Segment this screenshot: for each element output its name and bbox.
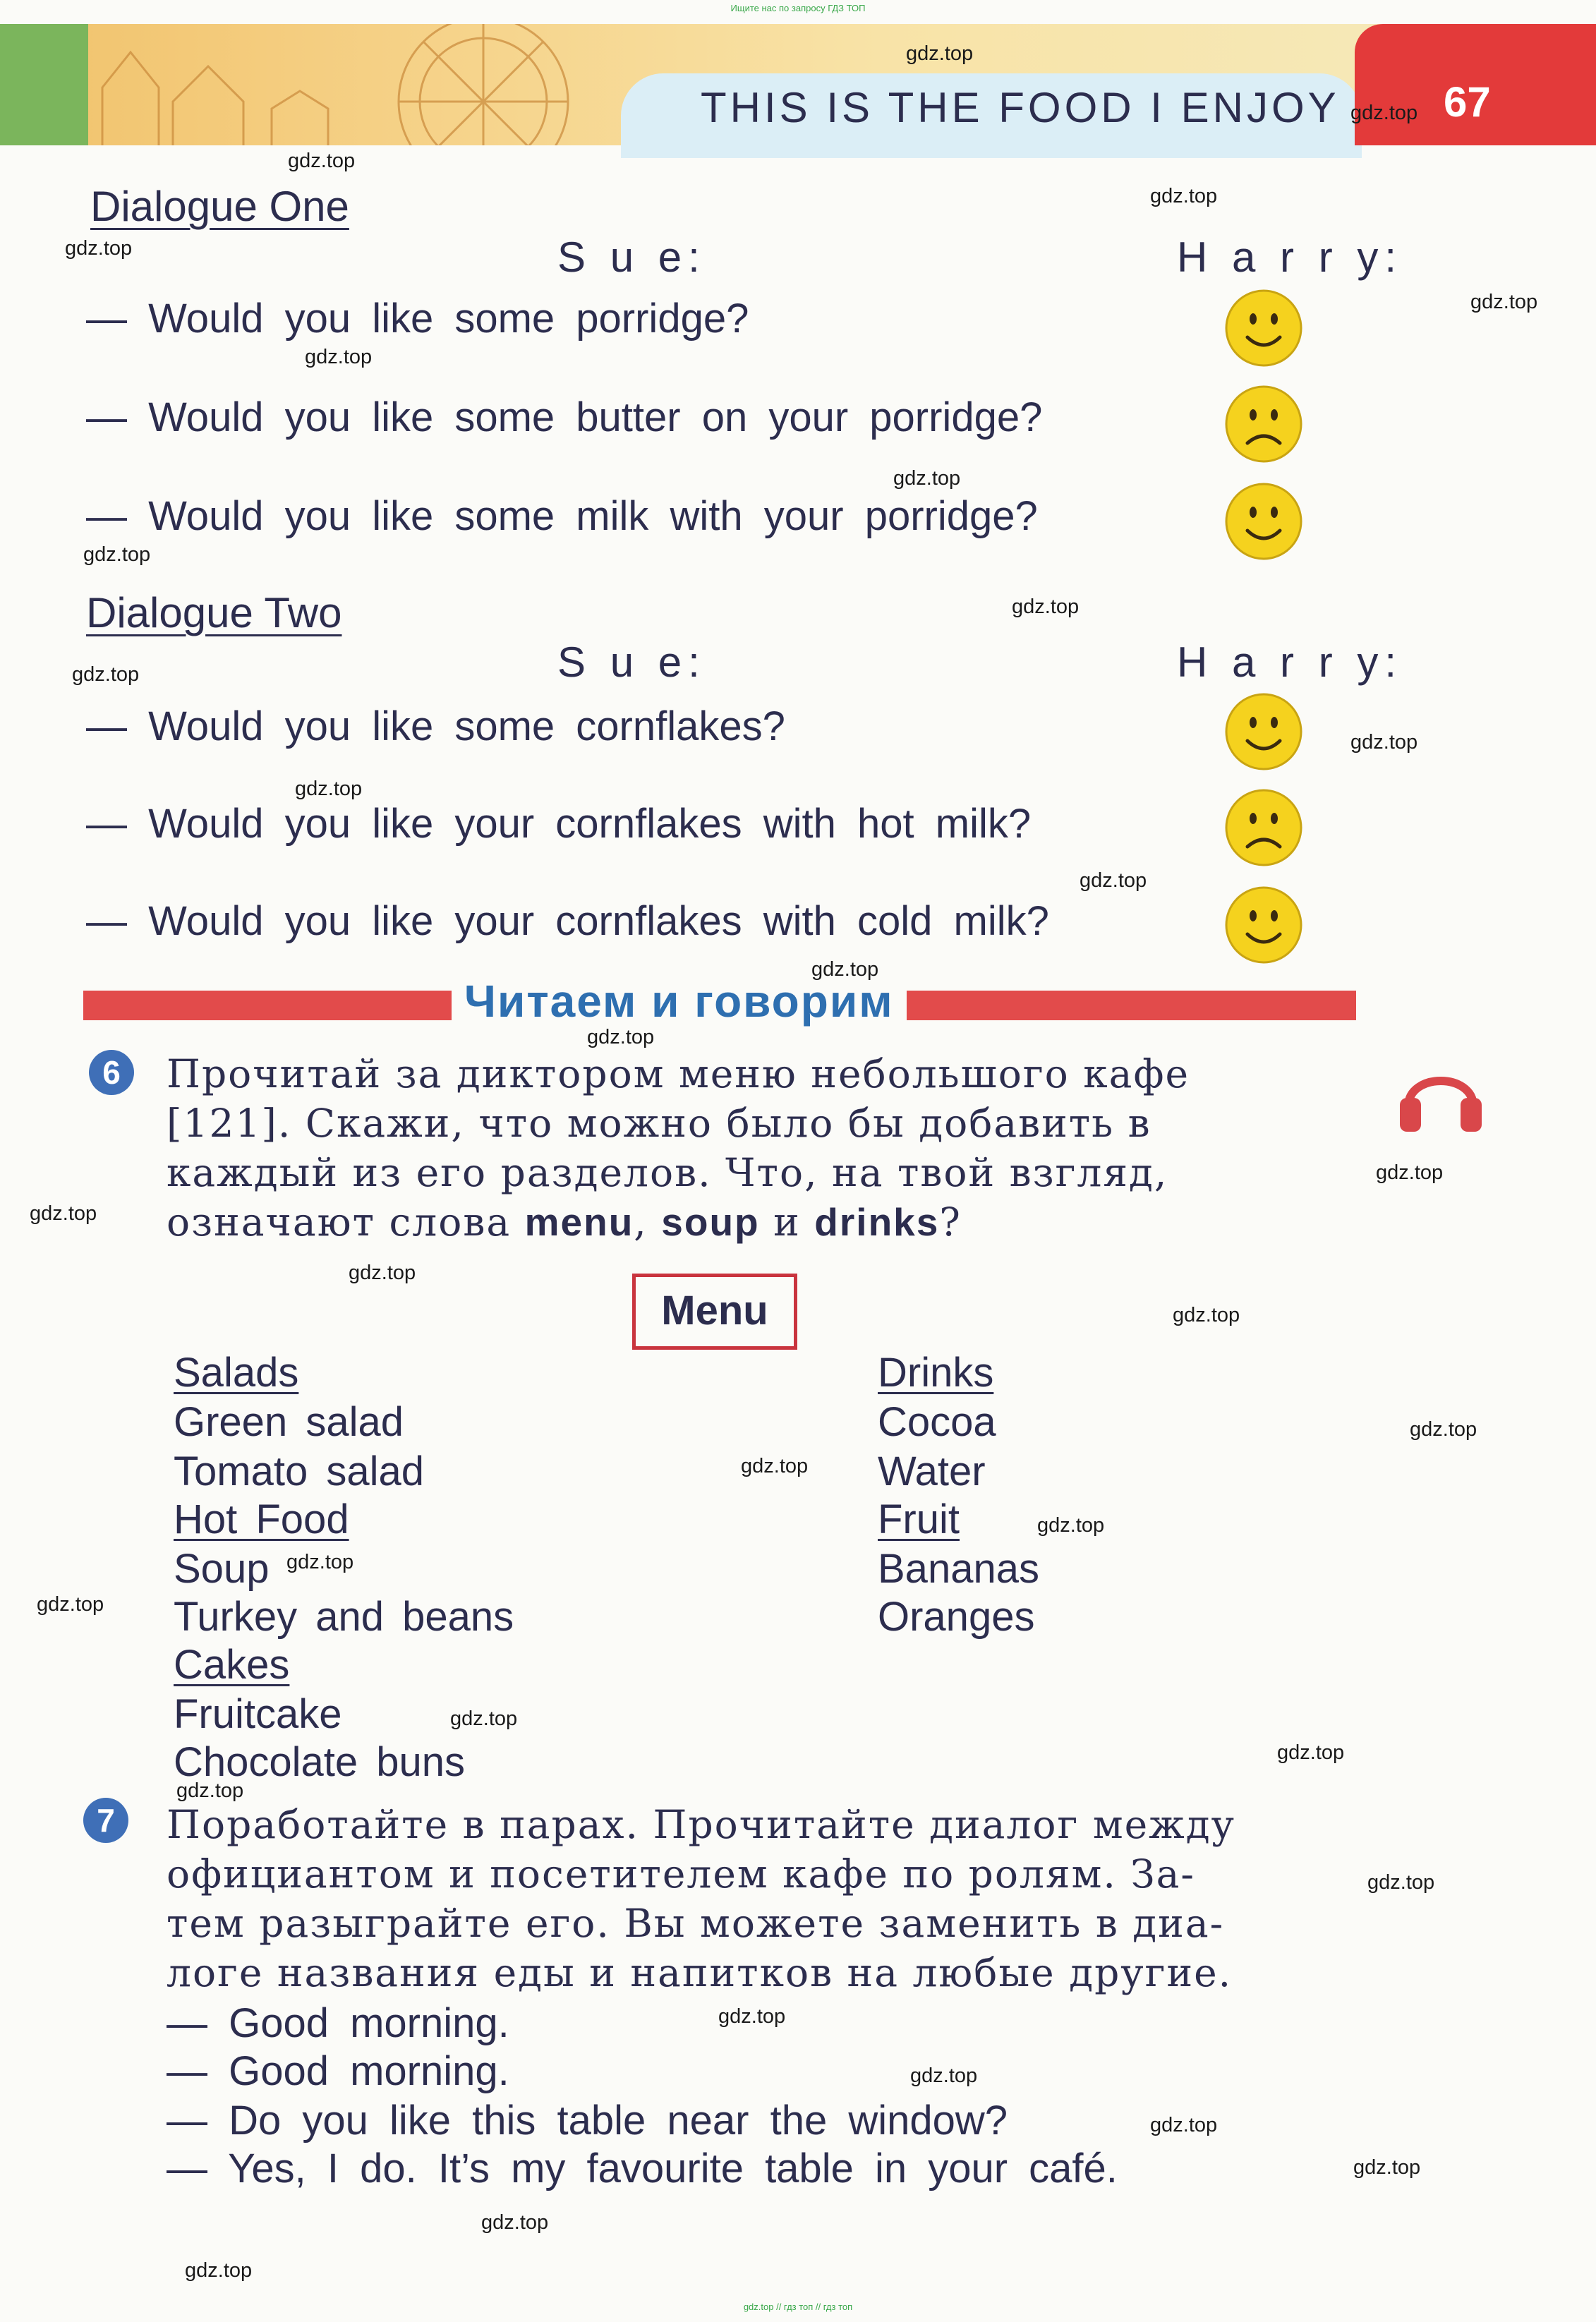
page-number: 67	[1444, 78, 1491, 126]
menu-item: Cocoa	[878, 1399, 996, 1445]
watermark: gdz.top	[906, 42, 974, 65]
speaker-sue: S u e:	[557, 639, 706, 686]
task6-last-line: означают слова menu, soup и drinks?	[167, 1199, 962, 1245]
menu-item: Bananas	[878, 1546, 1039, 1592]
keyword-drinks: drinks	[814, 1200, 940, 1244]
dialogue-line: — Would you like your cornflakes with hot milk?	[86, 801, 1032, 847]
menu-item: Turkey and beans	[174, 1594, 514, 1640]
watermark: gdz.top	[72, 663, 140, 686]
watermark: gdz.top	[37, 1593, 104, 1616]
task6-conj: и	[773, 1199, 801, 1245]
task7-line: логе названия еды и напитков на любые другие.	[167, 1950, 1233, 1995]
menu-item: Fruitcake	[174, 1691, 342, 1737]
banner-grass	[0, 24, 88, 145]
task7-dialog-line: — Good morning.	[167, 2048, 509, 2094]
menu-category: Drinks	[878, 1350, 994, 1396]
watermark: gdz.top	[1350, 102, 1418, 124]
dialogue-line: — Would you like some milk with your porridge?	[86, 493, 1038, 539]
banner-illustration	[88, 24, 624, 145]
watermark: gdz.top	[718, 2005, 786, 2028]
task6-line: каждый из его разделов. Что, на твой взгляд,	[167, 1150, 1168, 1195]
watermark: gdz.top	[30, 1202, 97, 1225]
menu-category: Fruit	[878, 1496, 960, 1542]
smiley-icon	[1223, 885, 1304, 965]
watermark: gdz.top	[450, 1707, 518, 1730]
speaker-harry: H a r r y:	[1177, 234, 1403, 281]
watermark: gdz.top	[349, 1262, 416, 1284]
keyword-menu: menu	[524, 1200, 634, 1244]
task-number-7: 7	[83, 1798, 128, 1843]
task6-end: ?	[939, 1199, 962, 1245]
smiley-icon	[1223, 481, 1304, 562]
dialogue-line: — Would you like your cornflakes with cold milk?	[86, 898, 1049, 944]
task7-dialog-line: — Good morning.	[167, 2000, 509, 2046]
watermark: gdz.top	[1150, 185, 1218, 207]
watermark: gdz.top	[65, 237, 133, 260]
menu-item: Green salad	[174, 1399, 404, 1445]
menu-category: Hot Food	[174, 1496, 349, 1542]
footer-note: gdz.top // гдз топ // гдз топ	[743, 2302, 853, 2312]
chapter-title: THIS IS THE FOOD I ENJOY	[701, 84, 1340, 131]
dialogue-line: — Would you like some butter on your porridge?	[86, 394, 1043, 440]
menu-category: Cakes	[174, 1642, 290, 1688]
watermark: gdz.top	[1012, 595, 1080, 618]
watermark: gdz.top	[1376, 1161, 1444, 1184]
watermark: gdz.top	[1080, 869, 1147, 892]
smiley-icon	[1223, 288, 1304, 368]
watermark: gdz.top	[481, 2211, 549, 2234]
watermark: gdz.top	[741, 1455, 809, 1477]
watermark: gdz.top	[587, 1026, 655, 1048]
watermark: gdz.top	[83, 543, 151, 566]
watermark: gdz.top	[295, 778, 363, 800]
task7-line: тем разыграйте его. Вы можете заменить в диа-	[167, 1901, 1225, 1946]
menu-item: Chocolate buns	[174, 1739, 466, 1785]
watermark: gdz.top	[286, 1551, 354, 1573]
headphones-icon	[1396, 1051, 1486, 1136]
watermark: gdz.top	[288, 150, 356, 172]
smiley-icon	[1223, 787, 1304, 868]
menu-title: Menu	[632, 1274, 797, 1350]
menu-item: Tomato salad	[174, 1449, 424, 1494]
watermark: gdz.top	[176, 1779, 244, 1802]
watermark: gdz.top	[1173, 1304, 1240, 1326]
watermark: gdz.top	[1037, 1514, 1105, 1537]
watermark: gdz.top	[1353, 2156, 1421, 2179]
watermark: gdz.top	[1410, 1418, 1477, 1441]
speaker-harry: H a r r y:	[1177, 639, 1403, 686]
keyword-soup: soup	[661, 1200, 760, 1244]
watermark: gdz.top	[185, 2259, 253, 2282]
task6-text: означают слова	[167, 1199, 512, 1245]
task-number-6: 6	[89, 1050, 134, 1095]
task7-line: Поработайте в парах. Прочитайте диалог между	[167, 1802, 1235, 1847]
watermark: gdz.top	[305, 346, 373, 368]
task7-line: официантом и посетителем кафе по ролям. За-	[167, 1851, 1196, 1897]
smiley-icon	[1223, 691, 1304, 772]
task6-line: Прочитай за диктором меню небольшого кафе	[167, 1051, 1190, 1096]
task7-dialog-line: — Do you like this table near the window?	[167, 2098, 1008, 2143]
watermark: gdz.top	[893, 467, 961, 490]
menu-item: Soup	[174, 1546, 270, 1592]
dialogue-line: — Would you like some cornflakes?	[86, 703, 785, 749]
smiley-icon	[1223, 384, 1304, 464]
task6-line: [121]. Скажи, что можно было бы добавить в	[167, 1101, 1151, 1146]
watermark: gdz.top	[1470, 291, 1538, 313]
speaker-sue: S u e:	[557, 234, 706, 281]
watermark: gdz.top	[811, 958, 879, 981]
watermark: gdz.top	[1277, 1741, 1345, 1764]
section-title: Читаем и говорим	[452, 975, 907, 1027]
menu-item: Water	[878, 1449, 986, 1494]
search-hint: Ищите нас по запросу ГДЗ ТОП	[730, 3, 866, 13]
dialogue-one-title: Dialogue One	[90, 183, 349, 230]
dialogue-two-title: Dialogue Two	[86, 589, 342, 636]
watermark: gdz.top	[1367, 1871, 1435, 1894]
dialogue-line: — Would you like some porridge?	[86, 296, 749, 341]
menu-item: Oranges	[878, 1594, 1035, 1640]
watermark: gdz.top	[1350, 731, 1418, 754]
menu-category: Salads	[174, 1350, 299, 1396]
watermark: gdz.top	[910, 2064, 978, 2087]
watermark: gdz.top	[1150, 2114, 1218, 2136]
task7-dialog-line: — Yes, I do. It’s my favourite table in your café.	[167, 2146, 1118, 2191]
